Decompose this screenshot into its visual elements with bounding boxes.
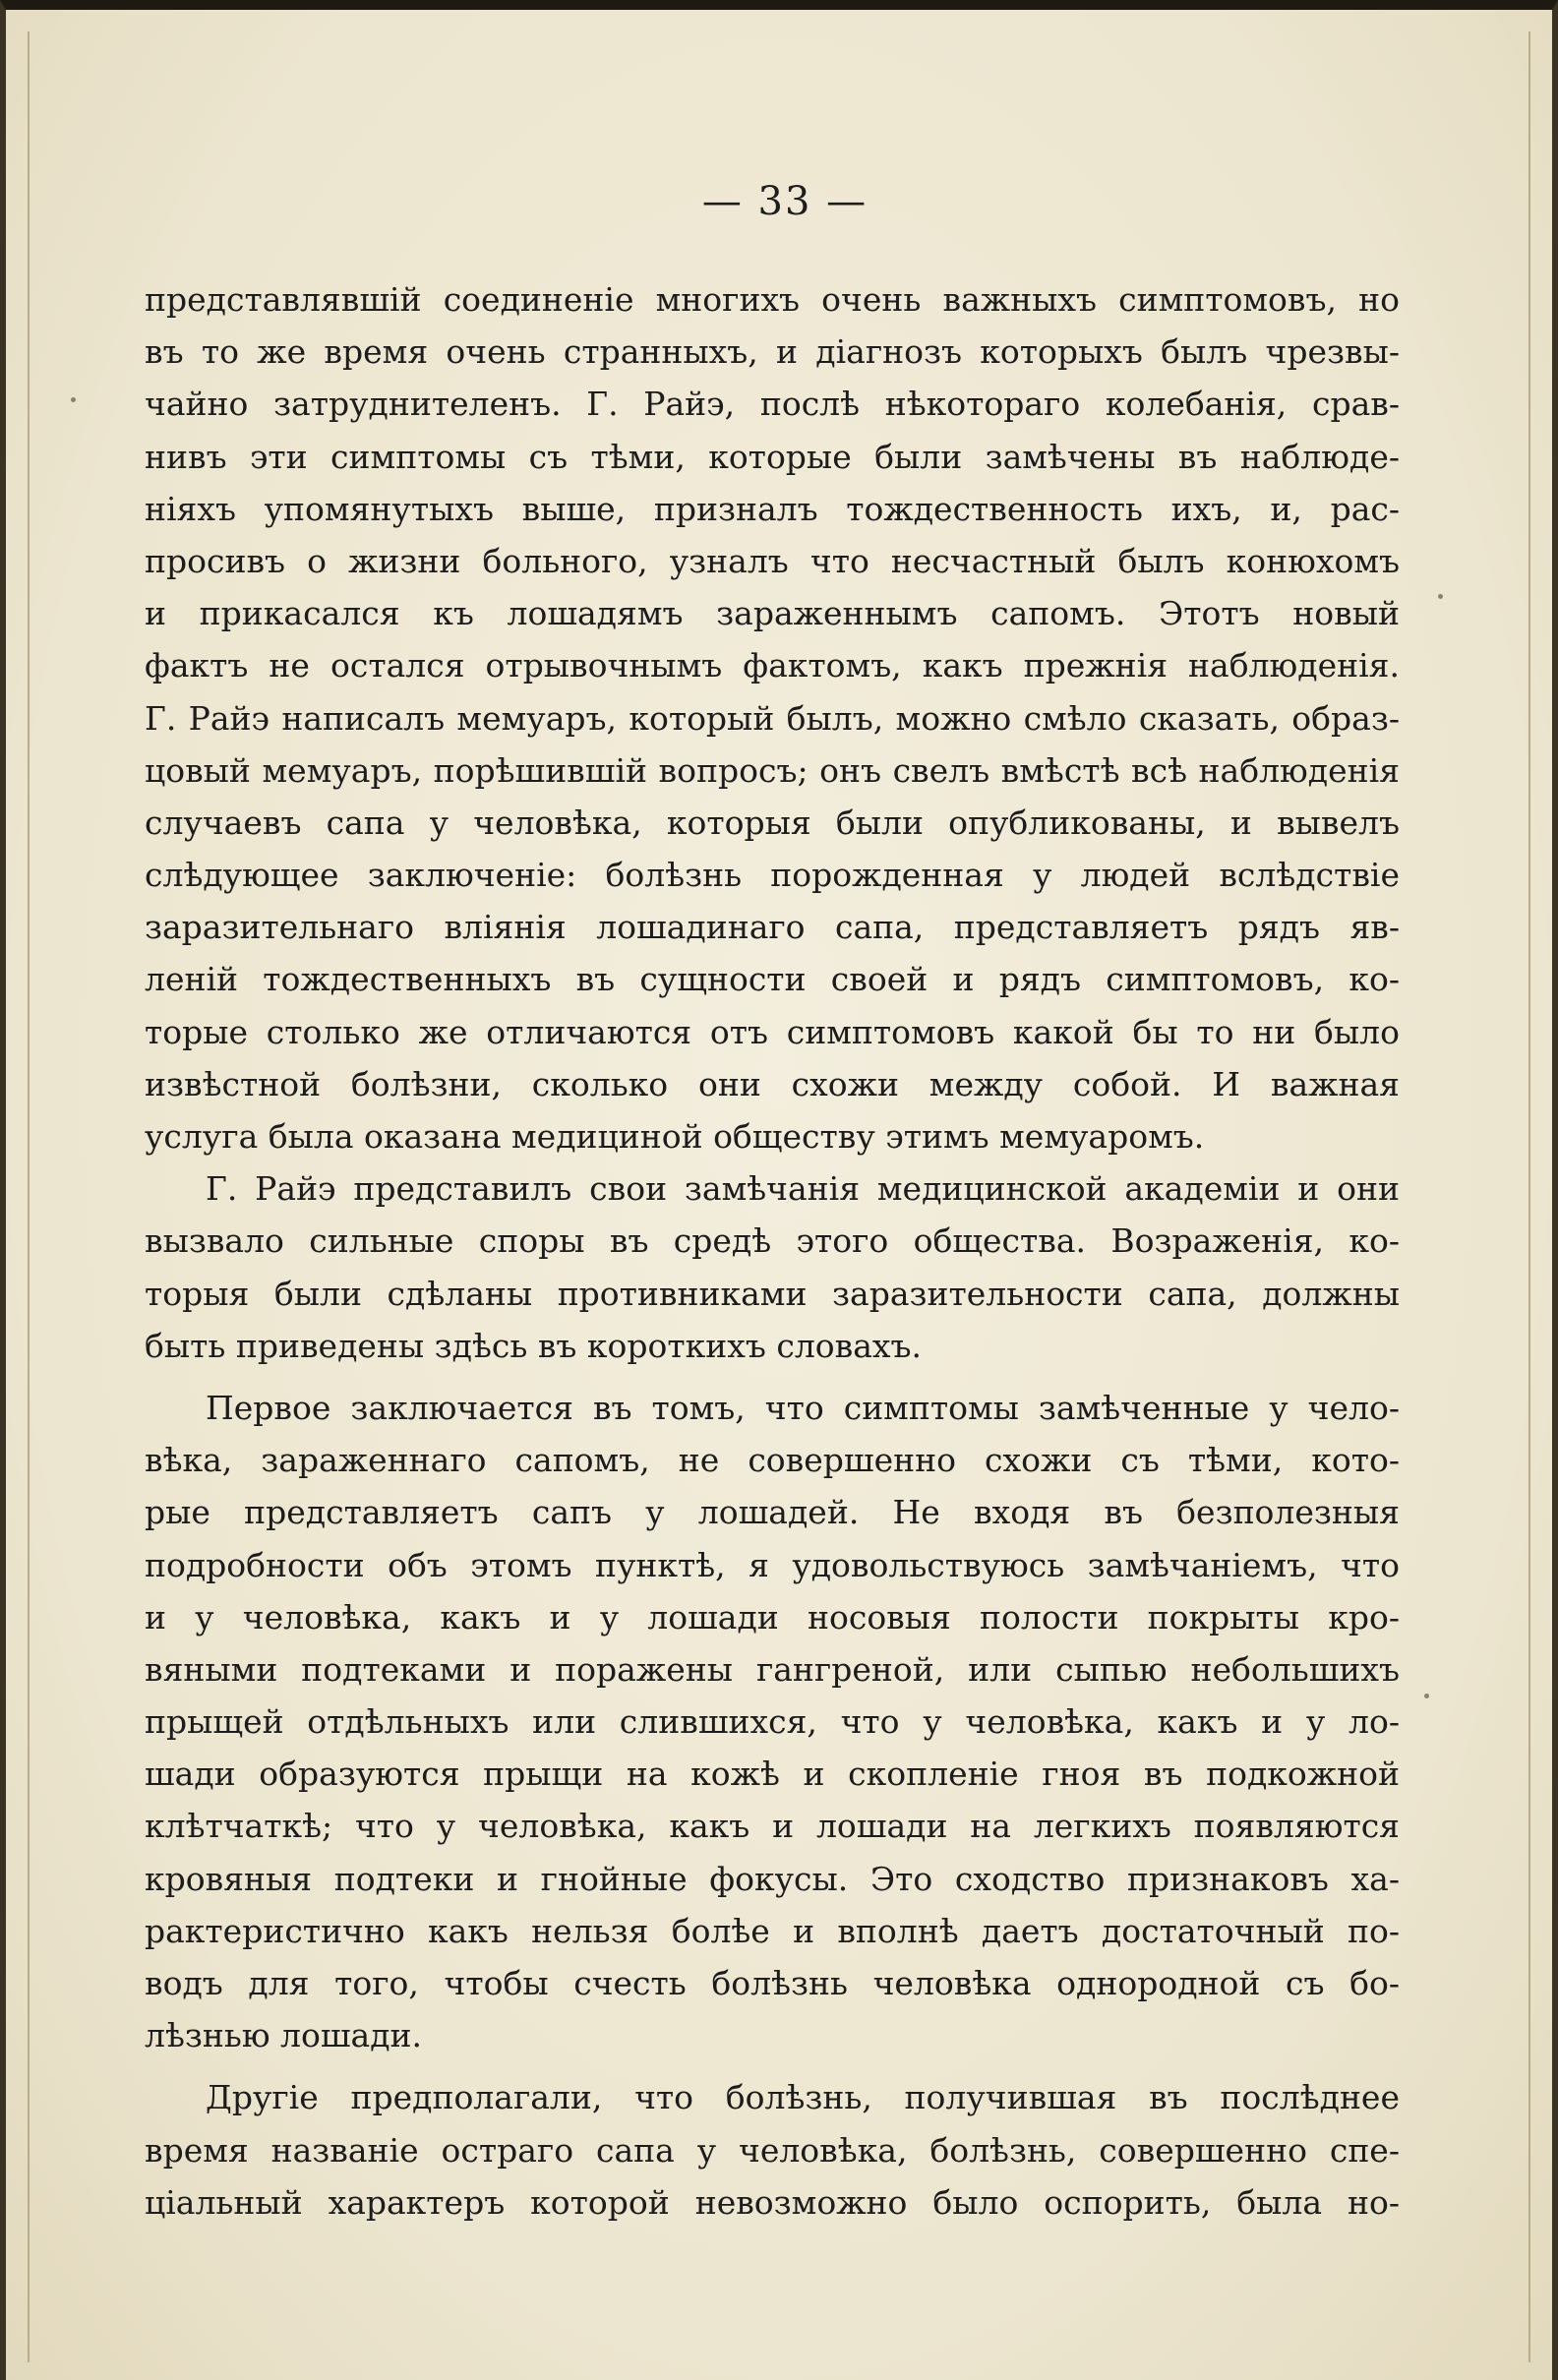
text-line: кровяныя подтеки и гнойные фокусы. Это сходство признаковъ ха-	[145, 1859, 1400, 1898]
text-line: нивъ эти симптомы съ тѣми, которые были замѣчены въ наблюде-	[145, 437, 1400, 476]
text-line: шади образуются прыщи на кожѣ и скопленіе гноя въ подкожной	[145, 1755, 1400, 1794]
text-line: рактеристично какъ нельзя болѣе и вполнѣ даетъ достаточный по-	[145, 1911, 1400, 1950]
body-text	[145, 273, 1400, 2229]
text-line: Г. Райэ написалъ мемуаръ, который былъ, можно смѣло сказать, образ-	[145, 698, 1400, 738]
paragraph-4	[145, 2071, 1400, 2229]
text-line: извѣстной болѣзни, сколько они схожи между собой. И важная	[145, 1064, 1400, 1103]
paragraph-2	[145, 1162, 1400, 1372]
margin-speck	[71, 397, 76, 402]
text-line: время названіе остраго сапа у человѣка, болѣзнь, совершенно спе-	[145, 2130, 1400, 2170]
text-line: ніяхъ упомянутыхъ выше, призналъ тождественность ихъ, и, рас-	[145, 489, 1400, 528]
text-line: фактъ не остался отрывочнымъ фактомъ, какъ прежнія наблюденія.	[145, 646, 1400, 685]
text-line: цовый мемуаръ, порѣшившій вопросъ; онъ свелъ вмѣстѣ всѣ наблюденія	[145, 750, 1400, 790]
text-line: торыя были сдѣланы противниками заразительности сапа, должны	[145, 1274, 1400, 1313]
text-line: представлявшій соединеніе многихъ очень важныхъ симптомовъ, но	[145, 280, 1400, 319]
text-line: Первое заключается въ томъ, что симптомы замѣченные у чело-	[206, 1388, 1400, 1427]
text-line: рые представляетъ сапъ у лошадей. Не входя въ безполезныя	[145, 1493, 1400, 1532]
text-line: водъ для того, чтобы счесть болѣзнь человѣка однородной съ бо-	[145, 1964, 1400, 2002]
text-line: вызвало сильные споры въ средѣ этого общества. Возраженія, ко-	[145, 1221, 1400, 1261]
text-line: торые столько же отличаются отъ симптомовъ какой бы то ни было	[145, 1012, 1400, 1051]
text-line: просивъ о жизни больного, узналъ что несчастный былъ конюхомъ	[145, 541, 1400, 580]
text-line: случаевъ сапа у человѣка, которыя были опубликованы, и вывелъ	[145, 803, 1400, 842]
text-line: слѣдующее заключеніе: болѣзнь порожденная у людей вслѣдствіе	[145, 856, 1400, 895]
paragraph-3	[145, 1382, 1400, 2061]
text-line: прыщей отдѣльныхъ или слившихся, что у человѣка, какъ и у ло-	[145, 1702, 1400, 1742]
text-line: клѣтчаткѣ; что у человѣка, какъ и лошади на легкихъ появляются	[145, 1807, 1400, 1846]
text-line: заразительнаго вліянія лошадинаго сапа, представляетъ рядъ яв-	[145, 908, 1400, 947]
text-line: чайно затруднителенъ. Г. Райэ, послѣ нѣкотораго колебанія, срав-	[145, 385, 1400, 424]
text-line: быть приведены здѣсь въ короткихъ словахъ.	[145, 1326, 923, 1365]
page-number: — 33 —	[701, 179, 869, 224]
margin-speck	[1424, 1694, 1429, 1698]
text-line: лѣзнью лошади.	[145, 2016, 423, 2055]
text-line: и у человѣка, какъ и у лошади носовыя полости покрыты кро-	[145, 1597, 1400, 1636]
text-line: и прикасался къ лошадямъ зараженнымъ сапомъ. Этотъ новый	[145, 594, 1400, 633]
text-line: Г. Райэ представилъ свои замѣчанія медицинской академіи и они	[206, 1169, 1400, 1209]
text-line: вяными подтеками и поражены гангреной, или сыпью небольшихъ	[145, 1649, 1400, 1689]
text-line: подробности объ этомъ пунктѣ, я удовольствуюсь замѣчаніемъ, что	[145, 1545, 1400, 1584]
text-line: леній тождественныхъ въ сущности своей и рядъ симптомовъ, ко-	[145, 960, 1400, 999]
text-line: услуга была оказана медициной обществу этимъ мемуаромъ.	[145, 1117, 1205, 1156]
paragraph-gap	[145, 1372, 1400, 1382]
margin-speck	[1438, 594, 1443, 599]
paragraph-1	[145, 273, 1400, 1162]
paragraph-gap	[145, 2061, 1400, 2071]
text-line: въ то же время очень странныхъ, и діагнозъ которыхъ былъ чрезвы-	[145, 332, 1400, 372]
text-line: вѣка, зараженнаго сапомъ, не совершенно схожи съ тѣми, кото-	[145, 1441, 1400, 1480]
text-line: ціальный характеръ которой невозможно было оспорить, была но-	[145, 2182, 1400, 2222]
text-line: Другіе предполагали, что болѣзнь, получившая въ послѣднее	[206, 2078, 1400, 2117]
